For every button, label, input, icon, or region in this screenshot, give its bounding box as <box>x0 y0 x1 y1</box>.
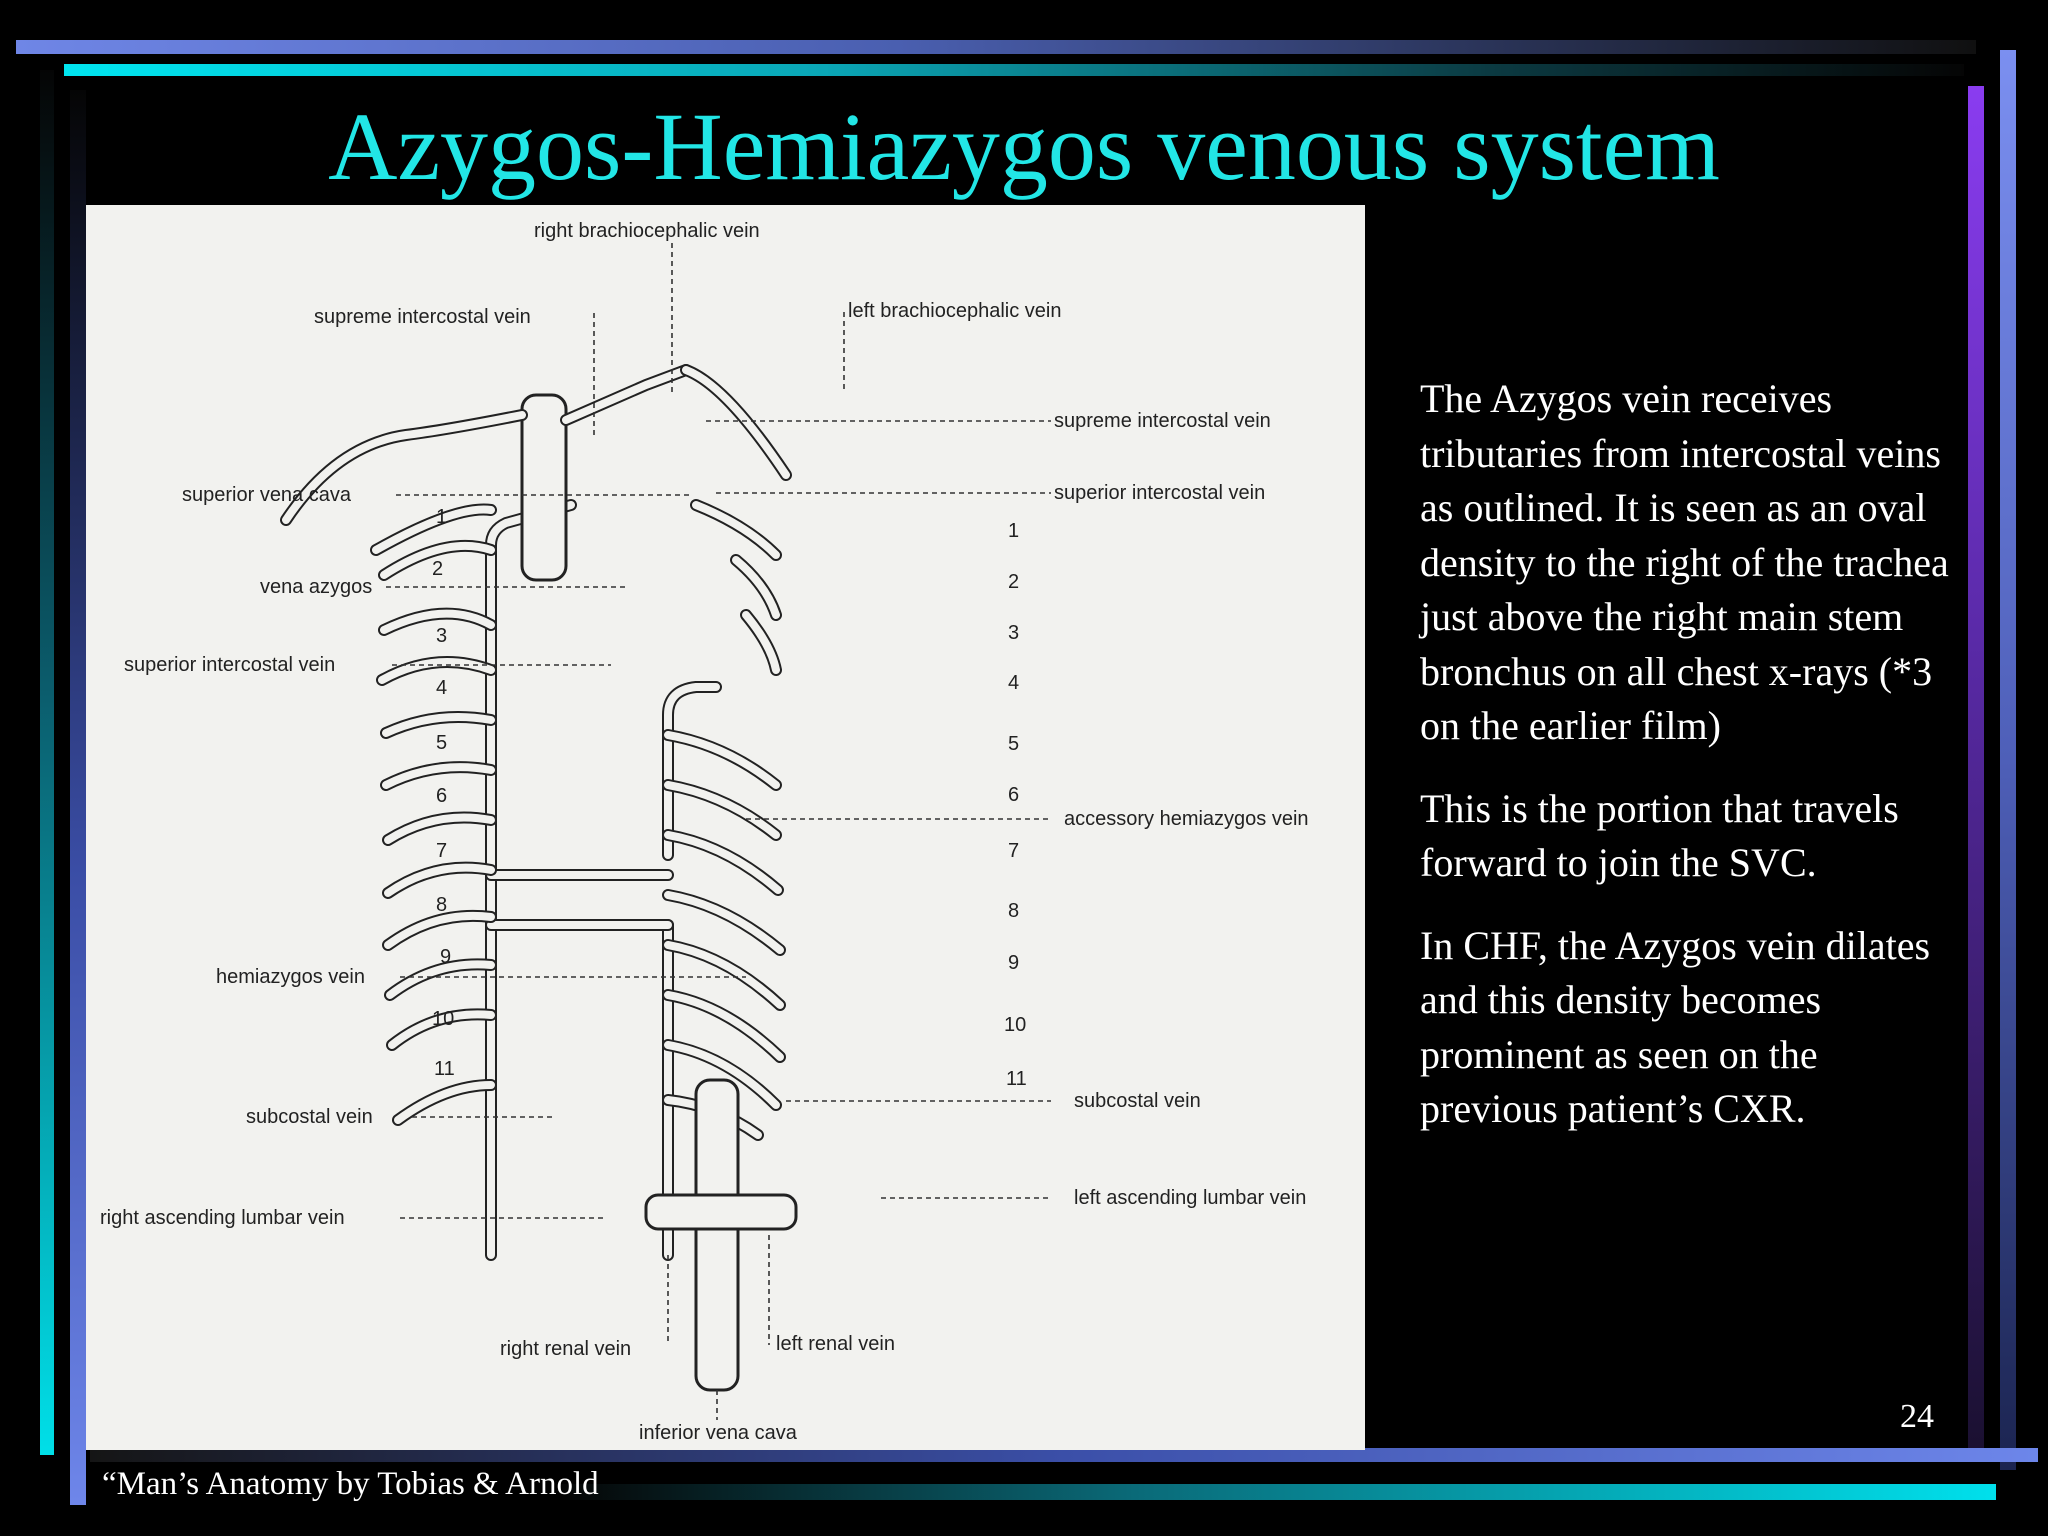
decorative-bar-left <box>40 70 54 1455</box>
intercostal-number-right: 8 <box>1008 900 1020 922</box>
decorative-bar-right-accent <box>2000 50 2016 1470</box>
intercostal-number-left: 1 <box>436 506 448 528</box>
intercostal-number-right: 5 <box>1008 733 1020 755</box>
body-paragraph: This is the portion that travels forward to join the SVC. <box>1420 785 1899 885</box>
body-paragraph: The Azygos vein receives tributaries from intercostal veins as outlined. It is seen as an oval density to the right of the trachea just above the right main stem bronchus on all chest x-rays (*3 on the earlier film) <box>1420 376 1949 748</box>
label-subcostal-vein-right: subcostal vein <box>1074 1090 1201 1112</box>
azygos-diagram-svg <box>86 205 1365 1450</box>
decorative-bar-top <box>16 40 1976 54</box>
intercostal-number-right: 6 <box>1008 784 1020 806</box>
intercostal-number-right: 9 <box>1008 952 1020 974</box>
intercostal-number-right: 4 <box>1008 672 1020 694</box>
label-vena-azygos: vena azygos <box>260 576 373 598</box>
source-caption: “Man’s Anatomy by Tobias & Arnold <box>102 1466 599 1502</box>
slide-body-text <box>1420 372 1965 1165</box>
decorative-bar-top-accent <box>64 64 1964 76</box>
intercostal-number-left: 11 <box>434 1058 455 1080</box>
decorative-bar-left-accent <box>70 90 86 1505</box>
label-left-ascending-lumbar-vein: left ascending lumbar vein <box>1074 1187 1307 1209</box>
intercostal-numbers-left <box>432 506 455 1080</box>
label-left-brachiocephalic-vein: left brachiocephalic vein <box>848 300 1062 322</box>
label-accessory-hemiazygos-vein: accessory hemiazygos vein <box>1064 808 1309 830</box>
slide-number: 24 <box>1900 1398 1934 1435</box>
label-supreme-intercostal-vein-right: supreme intercostal vein <box>1054 410 1271 432</box>
label-right-ascending-lumbar-vein: right ascending lumbar vein <box>100 1207 345 1229</box>
intercostal-number-left: 8 <box>436 894 448 916</box>
intercostal-number-left: 5 <box>436 732 448 754</box>
intercostal-numbers-right <box>1004 520 1027 1090</box>
body-paragraph: In CHF, the Azygos vein dilates and this density becomes prominent as seen on the previous patient’s CXR. <box>1420 922 1931 1131</box>
decorative-bar-bottom <box>90 1448 2038 1462</box>
intercostal-number-right: 11 <box>1006 1068 1027 1090</box>
slide-title: Azygos-Hemiazygos venous system <box>328 93 1720 200</box>
label-right-brachiocephalic-vein: right brachiocephalic vein <box>534 220 760 242</box>
label-left-renal-vein: left renal vein <box>776 1333 895 1355</box>
label-inferior-vena-cava: inferior vena cava <box>639 1422 797 1444</box>
label-right-renal-vein: right renal vein <box>500 1338 632 1360</box>
intercostal-number-right: 1 <box>1008 520 1020 542</box>
label-hemiazygos-vein: hemiazygos vein <box>216 966 365 988</box>
intercostal-number-left: 6 <box>436 785 448 807</box>
vein-drawing <box>286 370 796 1390</box>
label-subcostal-vein-left: subcostal vein <box>246 1106 373 1128</box>
label-superior-vena-cava: superior vena cava <box>182 484 351 506</box>
intercostal-number-right: 7 <box>1008 840 1020 862</box>
decorative-bar-right <box>1968 86 1984 1456</box>
intercostal-number-right: 3 <box>1008 622 1020 644</box>
intercostal-number-left: 3 <box>436 625 448 647</box>
intercostal-number-left: 7 <box>436 840 448 862</box>
anatomy-diagram <box>86 205 1365 1450</box>
intercostal-number-left: 9 <box>440 946 452 968</box>
intercostal-number-left: 10 <box>432 1008 455 1030</box>
intercostal-number-right: 10 <box>1004 1014 1027 1036</box>
intercostal-number-left: 4 <box>436 677 448 699</box>
intercostal-number-left: 2 <box>432 558 444 580</box>
intercostal-number-right: 2 <box>1008 571 1020 593</box>
label-superior-intercostal-vein-right: superior intercostal vein <box>1054 482 1266 504</box>
label-superior-intercostal-vein-left: superior intercostal vein <box>124 654 336 676</box>
label-supreme-intercostal-vein-left: supreme intercostal vein <box>314 306 531 328</box>
decorative-bar-bottom-accent <box>560 1484 1996 1500</box>
